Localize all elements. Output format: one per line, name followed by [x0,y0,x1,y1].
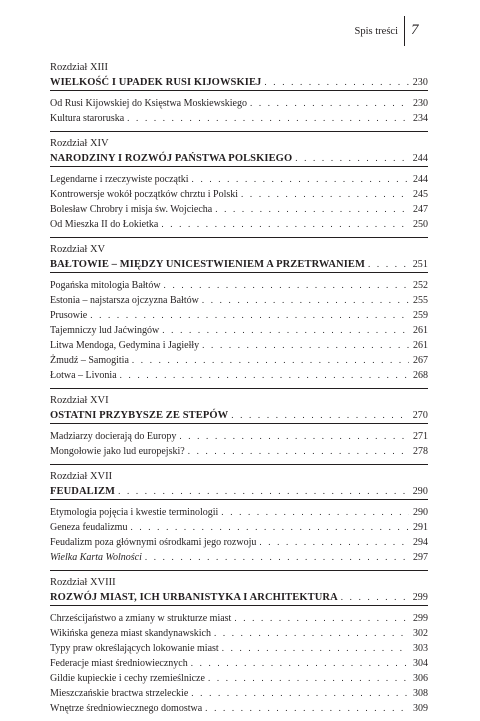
toc-entry[interactable] [50,338,428,353]
dot-leader [215,202,409,217]
dot-leader [231,408,409,422]
entry-title: Kultura staroruska [50,113,125,124]
chapter-page-number: 299 [412,592,428,603]
entry-page-number: 230 [413,98,428,109]
entry-page-number: 245 [413,189,428,200]
dot-leader [162,323,409,338]
dot-leader [179,429,409,444]
chapter-title-underline [50,423,428,424]
entry-title: Bolesław Chrobry i misja św. Wojciecha [50,204,213,215]
entry-page-number: 268 [413,370,428,381]
toc-entry[interactable] [50,686,428,701]
entry-page-number: 278 [413,446,428,457]
chapter-block [50,136,428,232]
toc-entry[interactable] [50,520,428,535]
dot-leader [214,626,409,641]
entry-title: Federacje miast średniowiecznych [50,658,188,669]
entry-page-number: 303 [413,643,428,654]
chapter-page-number: 290 [412,486,428,497]
entry-title: Mongołowie jako lud europejski? [50,446,185,457]
dot-leader [208,671,409,686]
entry-title: Madziarzy docierają do Europy [50,431,177,442]
dot-leader [341,590,409,604]
chapter-label: Rozdział XV [50,244,106,255]
entry-title: Feudalizm poza głównymi ośrodkami jego rozwoju [50,537,257,548]
toc-entry[interactable] [50,641,428,656]
dot-leader [264,75,409,89]
dot-leader [145,550,409,565]
entry-page-number: 271 [413,431,428,442]
chapter-title: NARODZINY I ROZWÓJ PAŃSTWA POLSKIEGO [50,153,293,164]
chapter-separator [50,464,428,465]
entry-page-number: 309 [413,703,428,714]
dot-leader [250,96,409,111]
chapter-separator [50,237,428,238]
entry-title: Wielka Karta Wolności [50,552,142,563]
entry-page-number: 252 [413,280,428,291]
dot-leader [120,368,409,383]
entry-page-number: 250 [413,219,428,230]
dot-leader [191,686,409,701]
chapter-label: Rozdział XIII [50,62,109,73]
chapter-block [50,469,428,565]
chapter-label: Rozdział XIV [50,138,109,149]
toc-entry[interactable] [50,656,428,671]
chapter-title-underline [50,90,428,91]
entry-title: Wikińska geneza miast skandynawskich [50,628,211,639]
dot-leader [234,611,409,626]
entry-page-number: 261 [413,340,428,351]
chapter-title-row[interactable] [50,408,428,422]
dot-leader [295,151,409,165]
dot-leader [192,172,409,187]
dot-leader [191,656,409,671]
entry-page-number: 297 [413,552,428,563]
table-of-contents [50,60,428,721]
dot-leader [188,444,409,459]
entry-page-number: 304 [413,658,428,669]
chapter-title-row[interactable] [50,590,428,604]
dot-leader [222,641,409,656]
chapter-title: ROZWÓJ MIAST, ICH URBANISTYKA I ARCHITEKTURA [50,592,338,603]
chapter-block [50,60,428,126]
chapter-label: Rozdział XVII [50,471,113,482]
chapter-block [50,393,428,459]
dot-leader [202,338,409,353]
chapter-title-underline [50,499,428,500]
toc-entry[interactable] [50,368,428,383]
toc-entry[interactable] [50,701,428,716]
toc-entry[interactable] [50,505,428,520]
chapter-title-row[interactable] [50,75,428,89]
chapter-title: WIELKOŚĆ I UPADEK RUSI KIJOWSKIEJ [50,77,262,88]
toc-entry[interactable] [50,111,428,126]
entry-title: Od Rusi Kijowskiej do Księstwa Moskiewskiego [50,98,247,109]
toc-entry[interactable] [50,172,428,187]
chapter-separator [50,570,428,571]
toc-entry[interactable] [50,323,428,338]
dot-leader [132,353,409,368]
entry-page-number: 299 [413,613,428,624]
chapter-title: BAŁTOWIE – MIĘDZY UNICESTWIENIEM A PRZETRWANIEM [50,259,366,270]
entry-title: Typy praw określających lokowanie miast [50,643,219,654]
header-divider [404,16,405,46]
chapter-block [50,575,428,716]
toc-entry[interactable] [50,535,428,550]
entry-page-number: 294 [413,537,428,548]
chapter-title: FEUDALIZM [50,486,116,497]
chapter-page-number: 230 [412,77,428,88]
entry-title: Gildie kupieckie i cechy rzemieślnicze [50,673,205,684]
entry-page-number: 290 [413,507,428,518]
page-header [0,16,480,50]
dot-leader [221,505,409,520]
dot-leader [368,257,409,271]
dot-leader [127,111,409,126]
chapter-label: Rozdział XVIII [50,577,116,588]
chapter-page-number: 270 [412,410,428,421]
entry-title: Od Mieszka II do Łokietka [50,219,159,230]
entry-title: Wnętrze średniowiecznego domostwa [50,703,203,714]
toc-entry[interactable] [50,550,428,565]
entry-title: Etymologia pojęcia i kwestie terminologii [50,507,219,518]
entry-page-number: 308 [413,688,428,699]
entry-page-number: 247 [413,204,428,215]
entry-title: Legendarne i rzeczywiste początki [50,174,189,185]
chapter-title-underline [50,272,428,273]
chapter-page-number: 251 [412,259,428,270]
entry-page-number: 234 [413,113,428,124]
dot-leader [118,484,409,498]
entry-title: Kontrowersje wokół początków chrztu i Polski [50,189,239,200]
page-number: 7 [411,22,419,38]
chapter-label: Rozdział XVI [50,395,109,406]
toc-entry[interactable] [50,611,428,626]
toc-entry[interactable] [50,217,428,232]
toc-entry[interactable] [50,202,428,217]
toc-entry[interactable] [50,308,428,323]
entry-title: Pogańska mitologia Bałtów [50,280,161,291]
entry-page-number: 306 [413,673,428,684]
entry-title: Tajemniczy lud Jaćwingów [50,325,160,336]
entry-page-number: 291 [413,522,428,533]
chapter-separator [50,131,428,132]
toc-entry[interactable] [50,444,428,459]
toc-entry[interactable] [50,671,428,686]
toc-entry[interactable] [50,293,428,308]
entry-title: Chrześcijaństwo a zmiany w strukturze miast [50,613,232,624]
entry-page-number: 244 [413,174,428,185]
entry-title: Litwa Mendoga, Gedymina i Jagiełły [50,340,200,351]
entry-title: Żmudź – Samogitia [50,355,129,366]
toc-entry[interactable] [50,278,428,293]
toc-entry[interactable] [50,187,428,202]
chapter-title-underline [50,605,428,606]
entry-page-number: 267 [413,355,428,366]
dot-leader [241,187,409,202]
toc-entry[interactable] [50,353,428,368]
toc-entry[interactable] [50,626,428,641]
dot-leader [164,278,409,293]
chapter-title-row[interactable] [50,257,428,271]
entry-page-number: 261 [413,325,428,336]
chapter-block [50,242,428,383]
entry-title: Prusowie [50,310,88,321]
chapter-title-row[interactable] [50,151,428,165]
chapter-title-underline [50,166,428,167]
chapter-page-number: 244 [412,153,428,164]
toc-entry[interactable] [50,96,428,111]
chapter-title-row[interactable] [50,484,428,498]
dot-leader [130,520,409,535]
entry-page-number: 255 [413,295,428,306]
dot-leader [259,535,409,550]
dot-leader [202,293,409,308]
entry-page-number: 259 [413,310,428,321]
entry-title: Estonia – najstarsza ojczyzna Bałtów [50,295,199,306]
chapter-separator [50,388,428,389]
toc-entry[interactable] [50,429,428,444]
entry-page-number: 302 [413,628,428,639]
dot-leader [205,701,409,716]
dot-leader [161,217,409,232]
chapter-title: OSTATNI PRZYBYSZE ZE STEPÓW [50,410,229,421]
entry-title: Geneza feudalizmu [50,522,128,533]
entry-title: Mieszczańskie bractwa strzeleckie [50,688,189,699]
running-head-title: Spis treści [354,26,398,37]
entry-title: Łotwa – Livonia [50,370,117,381]
dot-leader [90,308,409,323]
